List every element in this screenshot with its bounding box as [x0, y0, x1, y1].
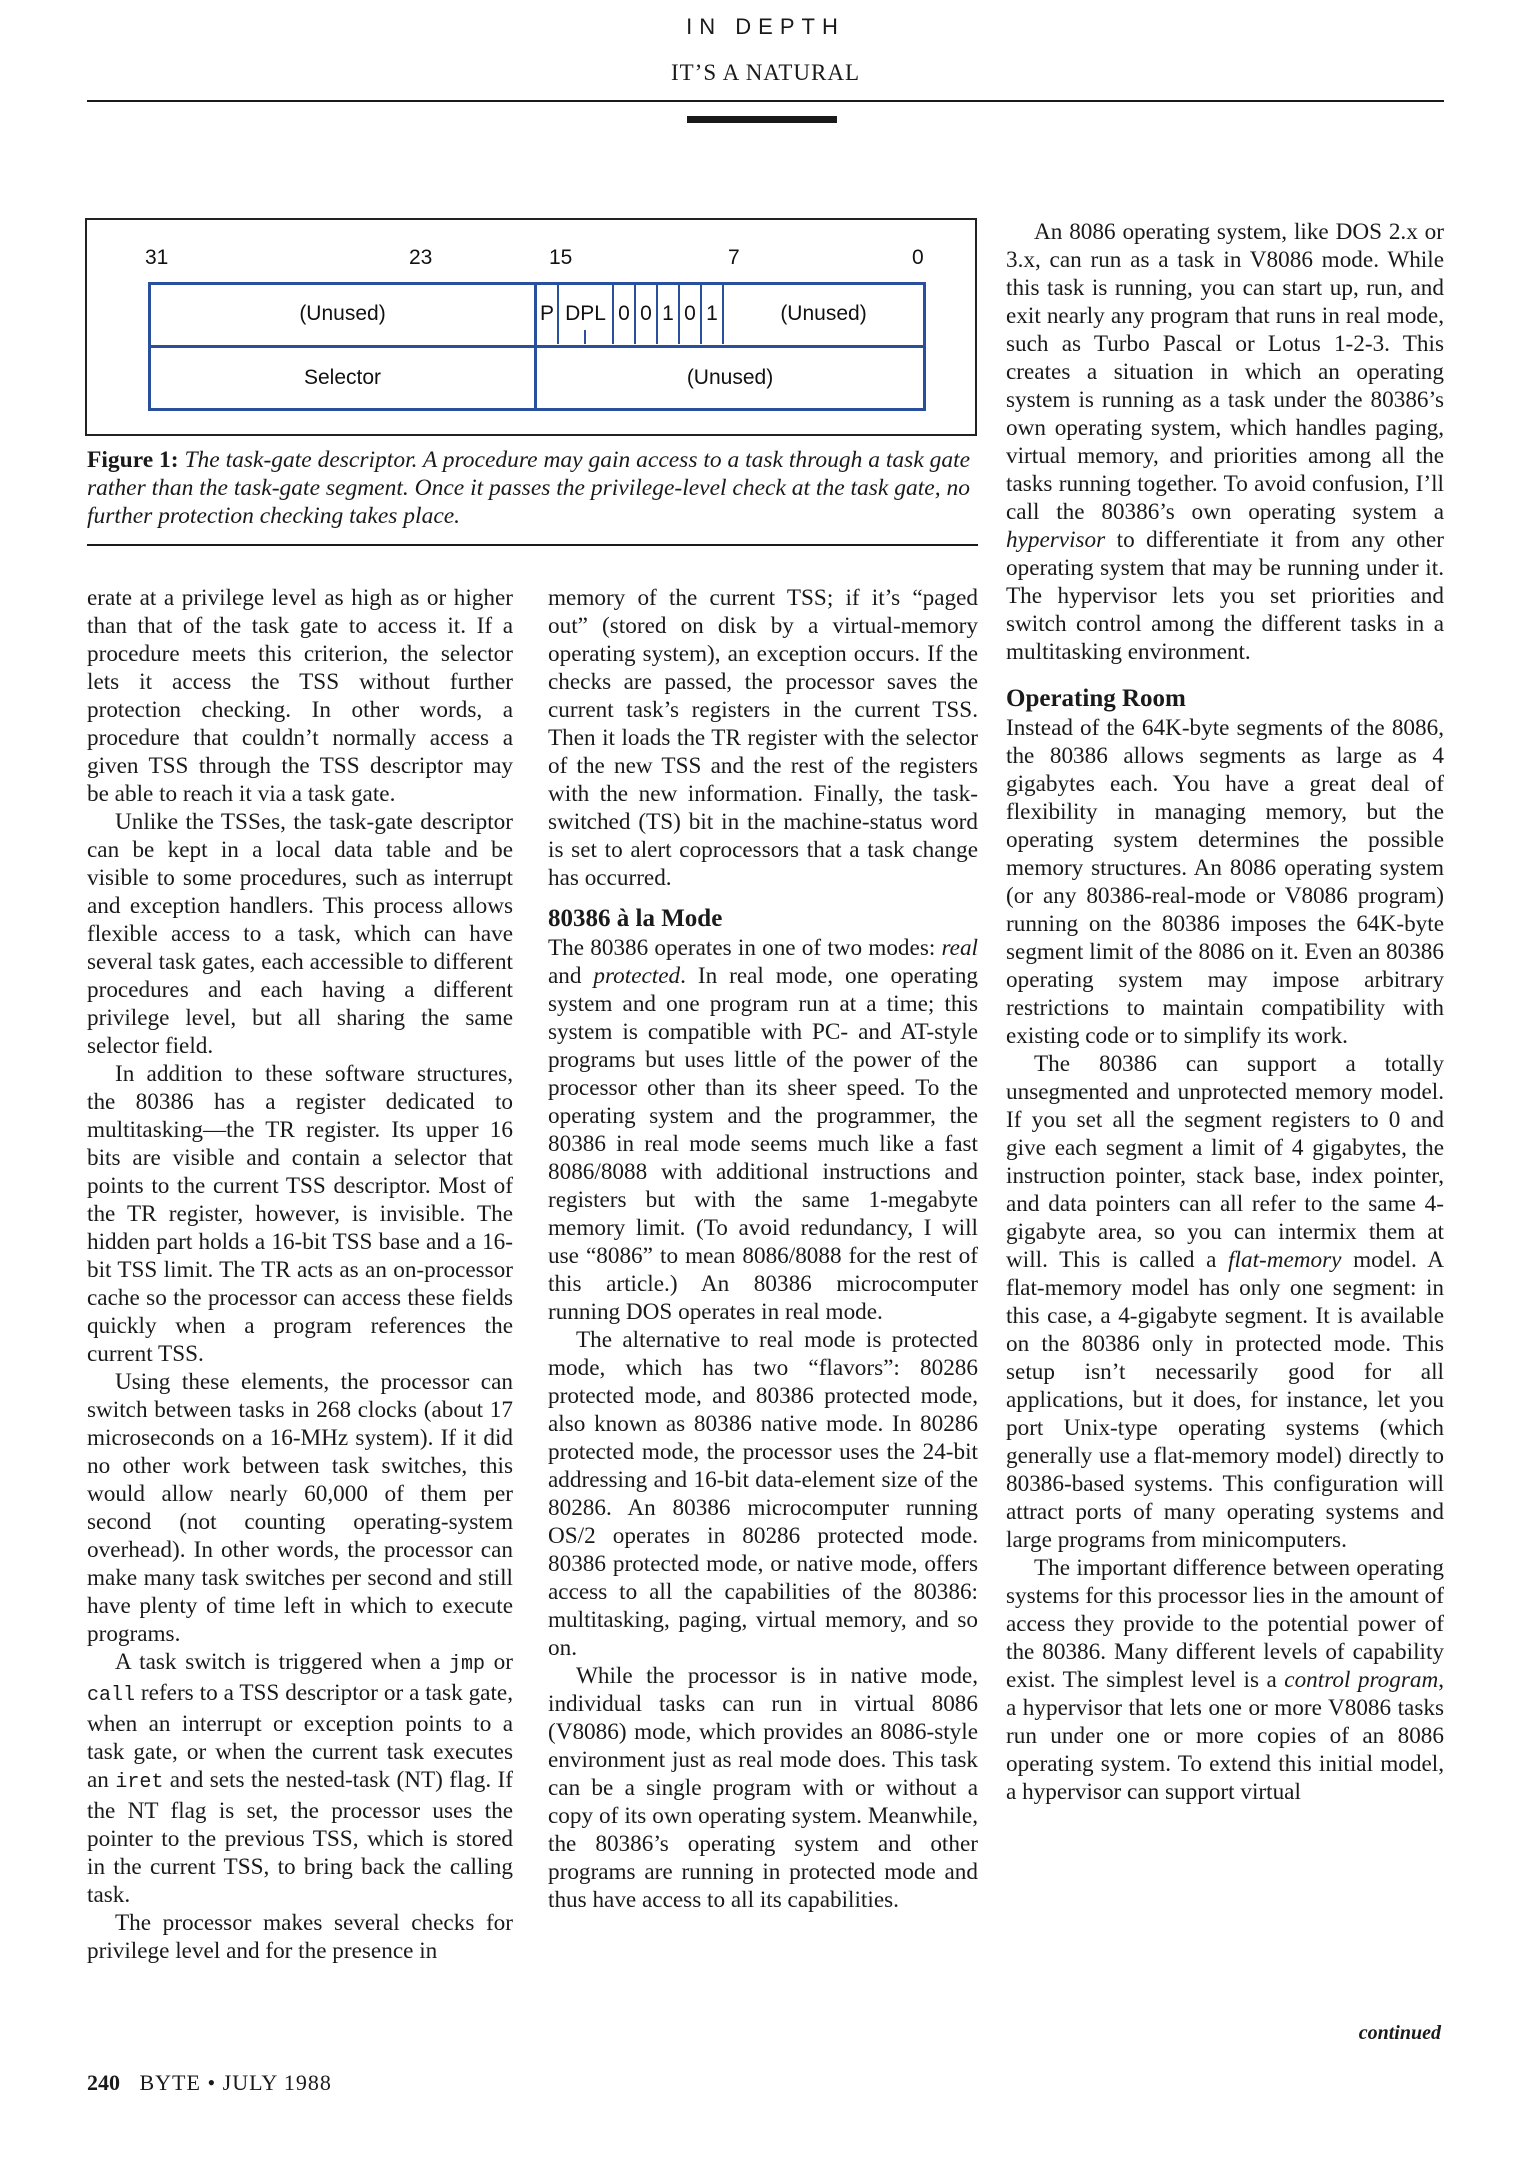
magazine-issue: BYTE • JULY 1988 — [139, 2070, 332, 2095]
figure-caption — [87, 446, 979, 530]
article-subtitle: IT’S A NATURAL — [670, 60, 861, 85]
emphasis-real: real — [941, 935, 978, 961]
descriptor-border-top — [148, 282, 926, 285]
header-accent-bar — [687, 116, 837, 123]
emphasis-control-program: control program — [1284, 1667, 1439, 1693]
paragraph: erate at a privilege level as high as or higher than that of the task gate to access it. If a procedure meets this criterion, the selector lets it access the TSS without further protection checking. In other words, a procedure that couldn’t normally access a given TSS through the TSS descriptor may be able to reach it via a task gate. — [87, 585, 513, 807]
paragraph — [548, 934, 978, 1326]
section-label: IN DEPTH — [686, 14, 845, 39]
paragraph: The alternative to real mode is protected mode, which has two “flavors”: 80286 protected mode, and 80386 protected mode, also known as 80386 native mode. In 80286 protected mode, the processor uses the 24-bit addressing and 16-bit data-element size of the 80286. An 80386 microcomputer running OS/2 operates in 80286 protected mode. 80386 protected mode, or native mode, offers access to all the capabilities of the 80386: multitasking, paging, virtual memory, and so on. — [548, 1327, 978, 1661]
column-3 — [1006, 218, 1444, 1806]
text-run: and — [548, 963, 594, 989]
column-2 — [548, 584, 978, 1914]
text-run: , a hypervisor that lets one or more V8086 tasks run under one or more copies of an 8086 operating system. To extend this initial model, a hypervisor can support virtual — [1006, 1667, 1444, 1805]
bit-label-0: 0 — [912, 246, 924, 269]
emphasis-hypervisor: hypervisor — [1006, 527, 1106, 553]
bit-label-7: 7 — [728, 246, 740, 269]
paragraph — [1006, 218, 1444, 666]
text-run: and sets the nested-task (NT) flag. If the NT flag is set, the processor uses the pointer to the previous TSS, which is stored in the current TSS, to bring back the calling task. — [87, 1767, 514, 1908]
text-run: The important difference between operating systems for this processor lies in the amount of access they provide to the potential power of the 80386. Many different levels of capability exist. The simplest level is a — [1006, 1555, 1444, 1693]
text-run: refers to a TSS descriptor or a task gate, when an interrupt or exception points to a task gate, or when the current task executes an — [87, 1680, 513, 1793]
flag-bit-12: 0 — [618, 302, 630, 325]
text-run: or — [484, 1649, 513, 1675]
row1-unused-low: (Unused) — [780, 302, 867, 325]
flag-bit-11: 0 — [640, 302, 652, 325]
paragraph: Using these elements, the processor can switch between tasks in 268 clocks (about 17 microseconds on a 16-MHz system). If it did no other work between task switches, this would allow nearly 60,000 of them per second (not counting operating-system overhead). In other words, the processor can make many task switches per second and still have plenty of time left in which to execute programs. — [87, 1369, 513, 1647]
flag-bit-9: 0 — [684, 302, 696, 325]
emphasis-protected: protected — [593, 963, 681, 989]
descriptor-border-right — [923, 282, 926, 411]
flag-bit-10: 1 — [662, 302, 674, 325]
section-heading-80386-mode: 80386 à la Mode — [548, 905, 723, 932]
paragraph: Unlike the TSSes, the task-gate descriptor can be kept in a local data table and be visible to some procedures, such as interrupt and exception handlers. This process allows flexible access to a task, which can have several task gates, each accessible to different procedures and each having a different privilege level, but all sharing the same selector field. — [87, 809, 513, 1059]
flag-bit-8: 1 — [706, 302, 718, 325]
flag-dpl: DPL — [565, 302, 606, 325]
paragraph — [87, 1648, 513, 1909]
header-rule — [87, 100, 1444, 102]
emphasis-flat-memory: flat-memory — [1228, 1247, 1342, 1273]
row2-unused: (Unused) — [686, 366, 774, 389]
page-footer — [87, 2070, 332, 2096]
paragraph: In addition to these software structures, the 80386 has a register dedicated to multitasking—the TR register. Its upper 16 bits are visible and contain a selector that points to the current TSS descriptor. Most of the TR register, however, is invisible. The hidden part holds a 16-bit TSS base and a 16-bit TSS limit. The TR acts as an on-processor cache so the processor can access these fields quickly when a program references the current TSS. — [87, 1061, 513, 1367]
caption-rule — [87, 544, 978, 546]
flag-p: P — [539, 302, 554, 325]
bit-label-31: 31 — [145, 246, 169, 269]
text-run: model. A flat-memory model has only one segment: in this case, a 4-gigabyte segment. It is available on the 80386 only in protected mode. This setup isn’t necessarily good for all applications, but it does, for instance, let you port Unix-type operating systems (which generally use a flat-memory model) directly to 80386-based systems. This configuration will attract ports of many operating systems and large programs from minicomputers. — [1006, 1247, 1444, 1553]
page-number: 240 — [87, 2070, 120, 2095]
caption-text: The task-gate descriptor. A procedure may gain access to a task through a task gate rather than the task-gate segment. Once it passes the privilege-level check at the task gate, no further protection checking takes place. — [87, 447, 971, 529]
code-iret: iret — [115, 1771, 164, 1794]
row1-unused-high: (Unused) — [299, 302, 386, 325]
text-run: to differentiate it from any other operating system that may be running under it. The hypervisor lets you set priorities and switch control among the different tasks in a multitasking environment. — [1006, 527, 1444, 665]
descriptor-border-mid — [148, 345, 926, 348]
paragraph: While the processor is in native mode, individual tasks can run in virtual 8086 (V8086) mode, which provides an 8086-style environment just as real mode does. This task can be a single program with or without a copy of its own operating system. Meanwhile, the 80386’s operating system and other programs are running in protected mode and thus have access to all its capabilities. — [548, 1663, 978, 1913]
text-run: . In real mode, one operating system and one program run at a time; this system is compatible with PC- and AT-style programs but uses little of the power of the processor other than its sheer speed. To the operating system and the programmer, the 80386 in real mode seems much like a fast 8086/8088 with additional instructions and registers but with the same 1-megabyte memory limit. (To avoid redundancy, I will use “8086” to mean 8086/8088 for the rest of this article.) An 80386 microcomputer running DOS operates in real mode. — [548, 963, 979, 1325]
paragraph: The processor makes several checks for privilege level and for the presence in — [87, 1910, 513, 1964]
selector-field: Selector — [303, 366, 382, 389]
text-run: The 80386 can support a totally unsegmented and unprotected memory model. If you set all the segment registers to 0 and give each segment a limit of 4 gigabytes, the instruction pointer, stack base, index pointer, and data pointers can all refer to the same 4-gigabyte area, so you can intermix them at will. This is called a — [1006, 1051, 1444, 1273]
paragraph: memory of the current TSS; if it’s “paged out” (stored on disk by a virtual-memory operating system), an exception occurs. If the checks are passed, the processor saves the current task’s registers in the current TSS. Then it loads the TR register with the selector of the new TSS and the rest of the registers with the new information. Finally, the task-switched (TS) bit in the machine-status word is set to alert coprocessors that a task change has occurred. — [548, 585, 978, 891]
paragraph: Instead of the 64K-byte segments of the 8086, the 80386 allows segments as large as 4 gigabytes each. You have a great deal of flexibility in managing memory, but the operating system determines the possible memory structures. An 8086 operating system (or any 80386-real-mode or V8086 program) running on the 80386 imposes the 64K-byte segment limit of the 8086 on it. Even an 80386 operating system may impose arbitrary restrictions to maintain compatibility with existing code or to simplify its work. — [1006, 715, 1444, 1049]
continued-label: continued — [1358, 2022, 1441, 2044]
text-run: The 80386 operates in one of two modes: — [548, 935, 942, 961]
code-jmp: jmp — [448, 1653, 485, 1676]
descriptor-border-bottom — [148, 408, 926, 411]
text-run: A task switch is triggered when a — [115, 1649, 449, 1675]
code-call: call — [87, 1684, 136, 1707]
section-heading-operating-room: Operating Room — [1006, 685, 1186, 712]
bit-label-15: 15 — [549, 246, 573, 269]
bit-label-23: 23 — [409, 246, 433, 269]
paragraph — [1006, 1554, 1444, 1806]
text-run: An 8086 operating system, like DOS 2.x or 3.x, can run as a task in V8086 mode. While this task is running, you can start up, run, and exit nearly any program that runs in real mode, such as Turbo Pascal or Lotus 1-2-3. This creates a situation in which an operating system is running as a task under the 80386’s own operating system, which handles paging, virtual memory, and priorities among all the tasks running together. To avoid confusion, I’ll call the 80386’s own operating system a — [1006, 219, 1444, 525]
caption-label: Figure 1: — [87, 447, 179, 473]
column-1 — [87, 584, 513, 1965]
task-gate-figure — [85, 218, 977, 436]
paragraph — [1006, 1050, 1444, 1554]
dpl-tick — [584, 330, 586, 344]
